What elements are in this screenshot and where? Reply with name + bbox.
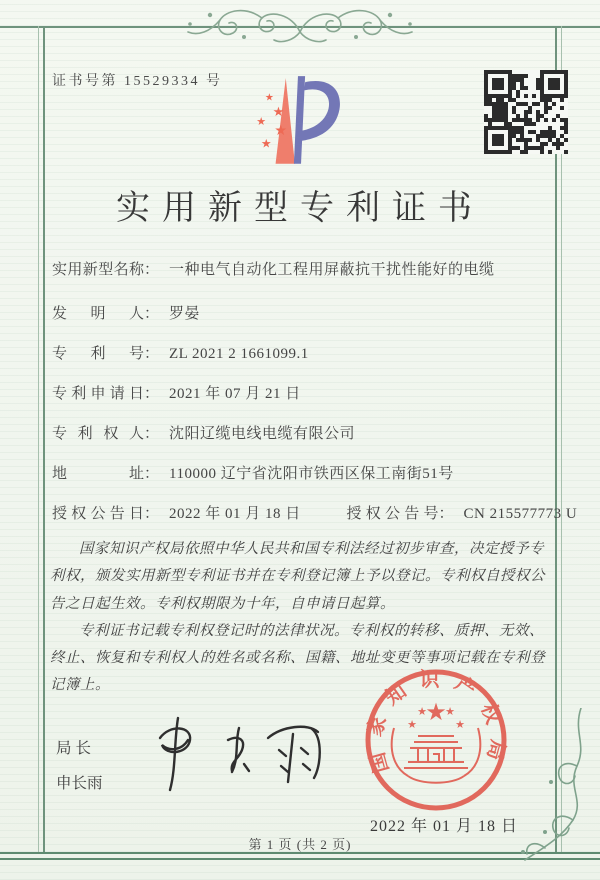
field-list: [52, 258, 578, 542]
field-value: 沈阳辽缆电线电缆有限公司: [169, 426, 356, 442]
field-label: 地址: [52, 466, 144, 482]
colon: ：: [144, 426, 160, 442]
field-row-address: [52, 462, 552, 487]
svg-text:★: ★: [274, 123, 288, 140]
colon: ：: [144, 346, 160, 362]
officer-name: 申长雨: [56, 775, 103, 792]
frame-bottom-line: [0, 852, 600, 860]
grant-number-pair: [347, 506, 578, 522]
national-emblem-icon: [392, 700, 481, 783]
svg-text:★: ★: [417, 706, 427, 718]
svg-text:★: ★: [455, 719, 465, 731]
field-label: 实用新型名称: [52, 262, 144, 278]
field-label: 专利申请日: [52, 386, 144, 402]
flourish-top-icon: [170, 2, 430, 54]
seal-date: 2022 年 01 月 18 日: [370, 818, 519, 835]
seal-agency-text: 国家知识产权局: [363, 669, 509, 776]
svg-text:★: ★: [264, 92, 275, 104]
field-value: 2021 年 07 月 21 日: [169, 386, 301, 402]
signature: [142, 708, 342, 800]
svg-text:★: ★: [445, 706, 455, 718]
field-row-grant: [52, 502, 578, 527]
legal-paragraph-1: 国家知识产权局依照中华人民共和国专利法经过初步审查，决定授予专利权，颁发实用新型专利证书并在专利登记簿上予以登记。专利权自授权公告之日起生效。专利权期限为十年，自申请日起算。: [50, 541, 545, 612]
field-label: 发明人: [52, 306, 144, 322]
qr-code: [484, 70, 568, 154]
field-value: 一种电气自动化工程用屏蔽抗干扰性能好的电缆: [169, 262, 495, 278]
frame-left-line: [38, 26, 45, 852]
svg-text:★: ★: [260, 136, 272, 151]
colon: ：: [144, 506, 160, 522]
colon: ：: [144, 306, 160, 322]
page-title: 实用新型专利证书: [116, 190, 484, 227]
legal-paragraph-2: 专利证书记载专利权登记时的法律状况。专利权的转移、质押、无效、终止、恢复和专利权人的姓名或名称、国籍、地址变更等事项记载在专利登记簿上。: [50, 622, 545, 694]
svg-text:★: ★: [407, 719, 417, 731]
field-row-patentee: [52, 422, 552, 447]
field-row-application-date: [52, 382, 552, 407]
colon: ：: [144, 386, 160, 402]
field-row-inventor: [52, 302, 552, 327]
svg-text:★: ★: [256, 116, 267, 129]
field-value: 110000 辽宁省沈阳市铁西区保工南街51号: [169, 466, 454, 482]
colon: ：: [438, 506, 454, 522]
officer-title: 局长: [56, 740, 96, 757]
field-label: 授权公告日: [52, 506, 144, 522]
colon: ：: [144, 466, 160, 482]
officer-block: [56, 736, 103, 793]
grant-date-pair: [52, 506, 301, 522]
svg-text:★: ★: [425, 700, 447, 726]
field-value: CN 215577773 U: [463, 506, 578, 522]
field-row-patent-number: [52, 342, 552, 367]
page-footer: 第 1 页 (共 2 页): [248, 837, 352, 852]
cnipa-logo-icon: [238, 68, 362, 180]
red-seal: [360, 658, 512, 820]
colon: ：: [144, 262, 160, 278]
field-value: 2022 年 01 月 18 日: [169, 506, 301, 522]
field-label: 专利号: [52, 346, 144, 362]
field-label: 专利权人: [52, 426, 144, 442]
field-value: 罗晏: [169, 306, 201, 322]
field-value: ZL 2021 2 1661099.1: [169, 346, 309, 362]
certificate-number: 证书号第 15529334 号: [52, 74, 223, 89]
field-row-name: [52, 258, 552, 283]
svg-text:★: ★: [272, 103, 285, 119]
field-label: 授权公告号: [346, 506, 439, 522]
